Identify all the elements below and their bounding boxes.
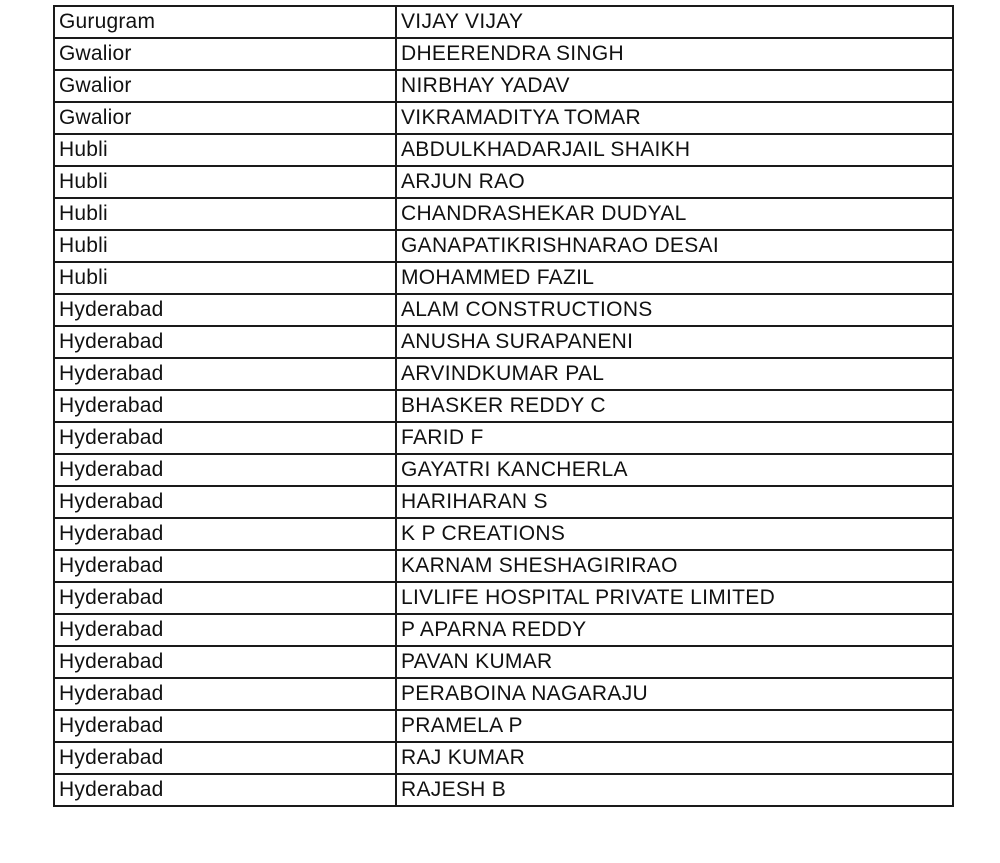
name-cell[interactable]: ALAM CONSTRUCTIONS — [396, 294, 953, 326]
city-cell[interactable]: Hubli — [54, 166, 396, 198]
name-cell[interactable]: ABDULKHADARJAIL SHAIKH — [396, 134, 953, 166]
table-body — [54, 6, 953, 806]
city-cell[interactable]: Gwalior — [54, 38, 396, 70]
city-cell[interactable]: Hubli — [54, 262, 396, 294]
table-row — [54, 774, 953, 806]
table-row — [54, 6, 953, 38]
name-cell[interactable]: GANAPATIKRISHNARAO DESAI — [396, 230, 953, 262]
city-cell[interactable]: Hyderabad — [54, 422, 396, 454]
name-cell[interactable]: MOHAMMED FAZIL — [396, 262, 953, 294]
table-row — [54, 358, 953, 390]
table-row — [54, 230, 953, 262]
table-row — [54, 582, 953, 614]
name-cell[interactable]: ARJUN RAO — [396, 166, 953, 198]
table-row — [54, 486, 953, 518]
table-row — [54, 614, 953, 646]
table-row — [54, 166, 953, 198]
city-cell[interactable]: Hyderabad — [54, 742, 396, 774]
city-cell[interactable]: Hubli — [54, 134, 396, 166]
city-cell[interactable]: Gurugram — [54, 6, 396, 38]
name-cell[interactable]: K P CREATIONS — [396, 518, 953, 550]
city-cell[interactable]: Hyderabad — [54, 326, 396, 358]
city-cell[interactable]: Gwalior — [54, 102, 396, 134]
city-cell[interactable]: Hyderabad — [54, 614, 396, 646]
table-row — [54, 38, 953, 70]
city-cell[interactable]: Hyderabad — [54, 550, 396, 582]
name-cell[interactable]: LIVLIFE HOSPITAL PRIVATE LIMITED — [396, 582, 953, 614]
city-cell[interactable]: Hubli — [54, 230, 396, 262]
city-cell[interactable]: Hyderabad — [54, 486, 396, 518]
table-row — [54, 262, 953, 294]
name-cell[interactable]: VIJAY VIJAY — [396, 6, 953, 38]
name-cell[interactable]: ARVINDKUMAR PAL — [396, 358, 953, 390]
name-cell[interactable]: HARIHARAN S — [396, 486, 953, 518]
table-row — [54, 518, 953, 550]
spreadsheet-table-container — [53, 5, 952, 807]
city-cell[interactable]: Hyderabad — [54, 678, 396, 710]
city-name-table — [53, 5, 954, 807]
name-cell[interactable]: KARNAM SHESHAGIRIRAO — [396, 550, 953, 582]
city-cell[interactable]: Hubli — [54, 198, 396, 230]
table-row — [54, 422, 953, 454]
city-cell[interactable]: Hyderabad — [54, 774, 396, 806]
city-cell[interactable]: Gwalior — [54, 70, 396, 102]
table-row — [54, 102, 953, 134]
table-row — [54, 390, 953, 422]
name-cell[interactable]: NIRBHAY YADAV — [396, 70, 953, 102]
name-cell[interactable]: PERABOINA NAGARAJU — [396, 678, 953, 710]
table-row — [54, 134, 953, 166]
name-cell[interactable]: CHANDRASHEKAR DUDYAL — [396, 198, 953, 230]
name-cell[interactable]: RAJ KUMAR — [396, 742, 953, 774]
name-cell[interactable]: FARID F — [396, 422, 953, 454]
name-cell[interactable]: RAJESH B — [396, 774, 953, 806]
name-cell[interactable]: DHEERENDRA SINGH — [396, 38, 953, 70]
table-row — [54, 646, 953, 678]
city-cell[interactable]: Hyderabad — [54, 294, 396, 326]
city-cell[interactable]: Hyderabad — [54, 646, 396, 678]
table-row — [54, 454, 953, 486]
name-cell[interactable]: P APARNA REDDY — [396, 614, 953, 646]
name-cell[interactable]: PAVAN KUMAR — [396, 646, 953, 678]
city-cell[interactable]: Hyderabad — [54, 454, 396, 486]
table-row — [54, 326, 953, 358]
name-cell[interactable]: GAYATRI KANCHERLA — [396, 454, 953, 486]
table-row — [54, 710, 953, 742]
table-row — [54, 294, 953, 326]
table-row — [54, 678, 953, 710]
city-cell[interactable]: Hyderabad — [54, 582, 396, 614]
name-cell[interactable]: PRAMELA P — [396, 710, 953, 742]
city-cell[interactable]: Hyderabad — [54, 710, 396, 742]
city-cell[interactable]: Hyderabad — [54, 358, 396, 390]
table-row — [54, 198, 953, 230]
name-cell[interactable]: VIKRAMADITYA TOMAR — [396, 102, 953, 134]
table-row — [54, 742, 953, 774]
name-cell[interactable]: ANUSHA SURAPANENI — [396, 326, 953, 358]
city-cell[interactable]: Hyderabad — [54, 390, 396, 422]
table-row — [54, 550, 953, 582]
name-cell[interactable]: BHASKER REDDY C — [396, 390, 953, 422]
table-row — [54, 70, 953, 102]
city-cell[interactable]: Hyderabad — [54, 518, 396, 550]
